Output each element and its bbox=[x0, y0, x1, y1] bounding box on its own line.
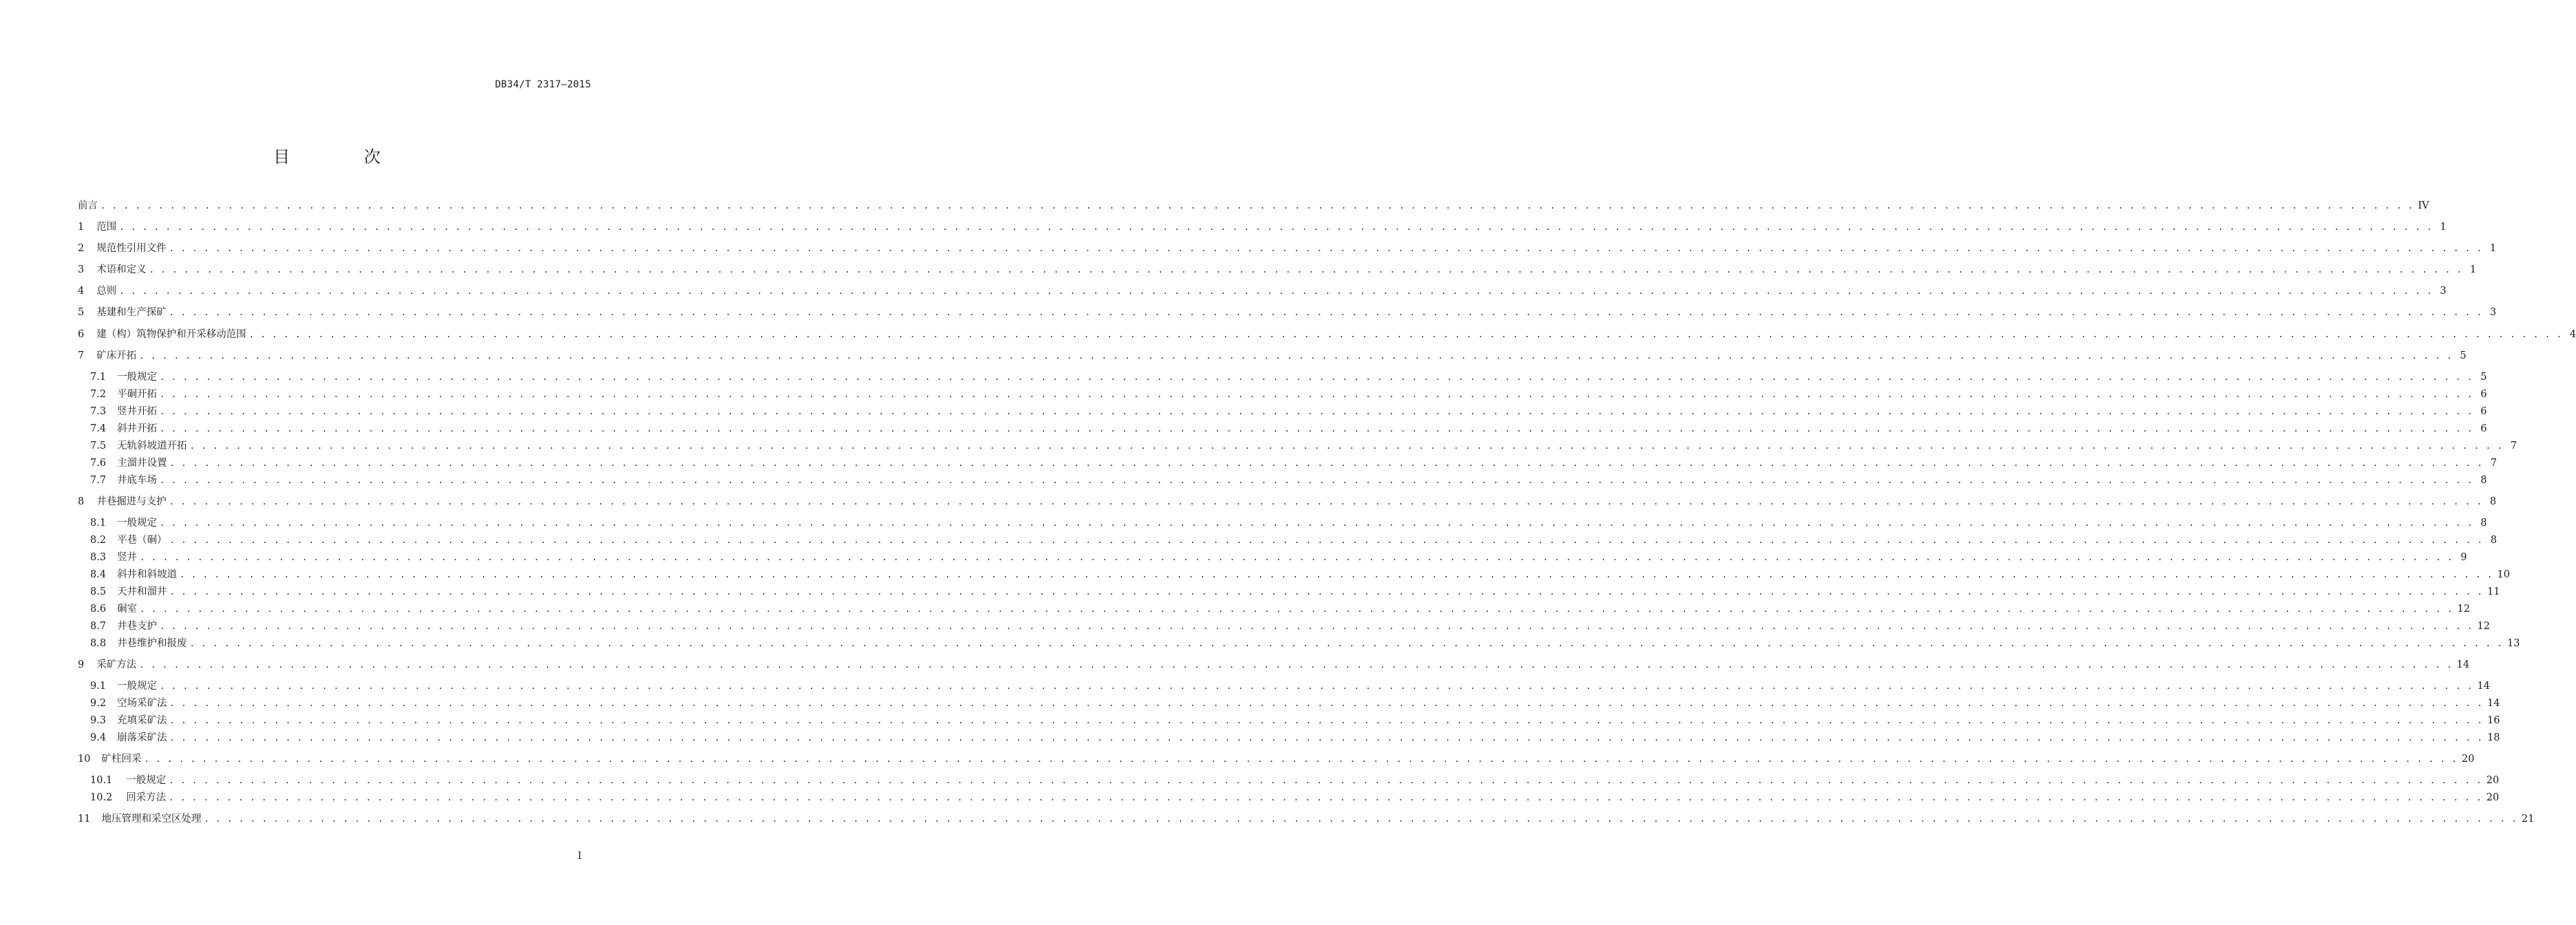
toc-subentry[interactable] bbox=[90, 790, 2500, 805]
toc-label: 竖井 bbox=[117, 552, 138, 563]
toc-entry[interactable] bbox=[78, 811, 2535, 827]
toc-number: 8.4 bbox=[90, 569, 107, 580]
toc-number: 7.7 bbox=[90, 475, 107, 486]
toc-page-number: 14 bbox=[2477, 681, 2490, 692]
toc-leader-dots: . . . . . . . . . . . . . . . . . . . . . . . . . . . . . . . . . . . . . . . . . . . . . . . . . . . . . . . . . . . . . . . . . . . . . . . . . . . . . . . . . . . . . . . . . . . . . . . . . . . . . . . . . . . . . . . . . . . . . . . . . . . . . . . . . . . . . . . . . . . . . . . . . . . . . . . . . . . . . . . . . . . . . . . . . . . . . . . . . . . . . . . . . . . . . . . . . . . . . . . . bbox=[100, 201, 2414, 211]
toc-label: 主溜井设置 bbox=[117, 458, 167, 469]
toc-page-number: 3 bbox=[2440, 286, 2447, 297]
toc-leader-dots: . . . . . . . . . . . . . . . . . . . . . . . . . . . . . . . . . . . . . . . . . . . . . . . . . . . . . . . . . . . . . . . . . . . . . . . . . . . . . . . . . . . . . . . . . . . . . . . . . . . . . . . . . . . . . . . . . . . . . . . . . . . . . . . . . . . . . . . . . . . . . . . . . . . . . . . . . . . . . . . . . . . . . . . . . . . . . . . . . . . . . . . . . . . . . . . . . . . . . . . . bbox=[160, 681, 2473, 691]
toc-page-number: 18 bbox=[2487, 732, 2500, 743]
toc-number: 4 bbox=[78, 286, 85, 297]
toc-leader-dots: . . . . . . . . . . . . . . . . . . . . . . . . . . . . . . . . . . . . . . . . . . . . . . . . . . . . . . . . . . . . . . . . . . . . . . . . . . . . . . . . . . . . . . . . . . . . . . . . . . . . . . . . . . . . . . . . . . . . . . . . . . . . . . . . . . . . . . . . . . . . . . . . . . . . . . . . . . . . . . . . . . . . . . . . . . . . . . . . . . . . . . . . . . . . . . . . . . . . . . . . bbox=[160, 518, 2473, 528]
toc-entry[interactable] bbox=[78, 198, 2429, 213]
toc-label: 范围 bbox=[96, 222, 117, 233]
toc-leader-dots: . . . . . . . . . . . . . . . . . . . . . . . . . . . . . . . . . . . . . . . . . . . . . . . . . . . . . . . . . . . . . . . . . . . . . . . . . . . . . . . . . . . . . . . . . . . . . . . . . . . . . . . . . . . . . . . . . . . . . . . . . . . . . . . . . . . . . . . . . . . . . . . . . . . . . . . . . . . . . . . . . . . . . . . . . . . . . . . . . . . . . . . . . . . . . . . . . . . . . . . . bbox=[119, 286, 2433, 296]
toc-page-number: 20 bbox=[2486, 792, 2500, 803]
toc-number: 10 bbox=[78, 754, 91, 765]
toc-number: 8.6 bbox=[90, 604, 107, 615]
toc-leader-dots: . . . . . . . . . . . . . . . . . . . . . . . . . . . . . . . . . . . . . . . . . . . . . . . . . . . . . . . . . . . . . . . . . . . . . . . . . . . . . . . . . . . . . . . . . . . . . . . . . . . . . . . . . . . . . . . . . . . . . . . . . . . . . . . . . . . . . . . . . . . . . . . . . . . . . . . . . . . . . . . . . . . . . . . . . . . . . . . . . . . . . . . . . . . . . . . . . . . . . . . . bbox=[169, 535, 2483, 545]
toc-page-number: 14 bbox=[2456, 659, 2470, 670]
toc-page-number: 8 bbox=[2480, 475, 2487, 486]
toc-page-number: 3 bbox=[2489, 307, 2497, 318]
toc-label: 平巷（硐） bbox=[117, 535, 167, 546]
toc-entry[interactable] bbox=[78, 241, 2497, 256]
toc-page-number: 7 bbox=[2510, 440, 2517, 451]
toc-number: 8.2 bbox=[90, 535, 107, 546]
toc-page-number: 4 bbox=[2569, 329, 2576, 340]
toc-leader-dots: . . . . . . . . . . . . . . . . . . . . . . . . . . . . . . . . . . . . . . . . . . . . . . . . . . . . . . . . . . . . . . . . . . . . . . . . . . . . . . . . . . . . . . . . . . . . . . . . . . . . . . . . . . . . . . . . . . . . . . . . . . . . . . . . . . . . . . . . . . . . . . . . . . . . . . . . . . . . . . . . . . . . . . . . . . . . . . . . . . . . . . . . . . . . . . . . . . . . . . . . bbox=[160, 424, 2473, 434]
toc-label: 斜井和斜坡道 bbox=[117, 569, 178, 580]
toc-label: 井巷维护和报废 bbox=[117, 638, 187, 649]
toc-leader-dots: . . . . . . . . . . . . . . . . . . . . . . . . . . . . . . . . . . . . . . . . . . . . . . . . . . . . . . . . . . . . . . . . . . . . . . . . . . . . . . . . . . . . . . . . . . . . . . . . . . . . . . . . . . . . . . . . . . . . . . . . . . . . . . . . . . . . . . . . . . . . . . . . . . . . . . . . . . . . . . . . . . . . . . . . . . . . . . . . . . . . . . . . . . . . . . . . . . . . . . . . bbox=[160, 407, 2473, 416]
toc-label: 硐室 bbox=[117, 604, 138, 615]
toc-label: 采矿方法 bbox=[96, 659, 137, 670]
toc-leader-dots: . . . . . . . . . . . . . . . . . . . . . . . . . . . . . . . . . . . . . . . . . . . . . . . . . . . . . . . . . . . . . . . . . . . . . . . . . . . . . . . . . . . . . . . . . . . . . . . . . . . . . . . . . . . . . . . . . . . . . . . . . . . . . . . . . . . . . . . . . . . . . . . . . . . . . . . . . . . . . . . . . . . . . . . . . . . . . . . . . . . . . . . . . . . . . . . . . . . . . . . . bbox=[169, 497, 2483, 507]
toc-subentry[interactable] bbox=[90, 602, 2470, 617]
toc-leader-dots: . . . . . . . . . . . . . . . . . . . . . . . . . . . . . . . . . . . . . . . . . . . . . . . . . . . . . . . . . . . . . . . . . . . . . . . . . . . . . . . . . . . . . . . . . . . . . . . . . . . . . . . . . . . . . . . . . . . . . . . . . . . . . . . . . . . . . . . . . . . . . . . . . . . . . . . . . . . . . . . . . . . . . . . . . . . . . . . . . . . . . . . . . . . . . . . . . . . . . . . . bbox=[149, 265, 2463, 275]
toc-page-number: IV bbox=[2418, 200, 2429, 211]
toc-page-number: 10 bbox=[2497, 569, 2510, 580]
toc-number: 7.2 bbox=[90, 389, 107, 400]
toc-page-number: 11 bbox=[2487, 586, 2500, 597]
toc-subentry[interactable] bbox=[90, 438, 2517, 454]
toc-leader-dots: . . . . . . . . . . . . . . . . . . . . . . . . . . . . . . . . . . . . . . . . . . . . . . . . . . . . . . . . . . . . . . . . . . . . . . . . . . . . . . . . . . . . . . . . . . . . . . . . . . . . . . . . . . . . . . . . . . . . . . . . . . . . . . . . . . . . . . . . . . . . . . . . . . . . . . . . . . . . . . . . . . . . . . . . . . . . . . . . . . . . . . . . . . . . . . . . . . . . . . . . bbox=[169, 587, 2483, 597]
toc-label: 地压管理和采空区处理 bbox=[101, 814, 202, 825]
toc-page-number: 5 bbox=[2480, 372, 2487, 383]
toc-leader-dots: . . . . . . . . . . . . . . . . . . . . . . . . . . . . . . . . . . . . . . . . . . . . . . . . . . . . . . . . . . . . . . . . . . . . . . . . . . . . . . . . . . . . . . . . . . . . . . . . . . . . . . . . . . . . . . . . . . . . . . . . . . . . . . . . . . . . . . . . . . . . . . . . . . . . . . . . . . . . . . . . . . . . . . . . . . . . . . . . . . . . . . . . . . . . . . . . . . . . . . . . bbox=[189, 441, 2503, 451]
toc-subentry[interactable] bbox=[90, 584, 2500, 599]
toc-number: 1 bbox=[78, 222, 85, 233]
toc-label: 规范性引用文件 bbox=[96, 243, 167, 254]
toc-leader-dots: . . . . . . . . . . . . . . . . . . . . . . . . . . . . . . . . . . . . . . . . . . . . . . . . . . . . . . . . . . . . . . . . . . . . . . . . . . . . . . . . . . . . . . . . . . . . . . . . . . . . . . . . . . . . . . . . . . . . . . . . . . . . . . . . . . . . . . . . . . . . . . . . . . . . . . . . . . . . . . . . . . . . . . . . . . . . . . . . . . . . . . . . . . . . . . . . . . . . . . . . bbox=[140, 553, 2453, 562]
toc-number: 8.8 bbox=[90, 638, 107, 649]
toc-leader-dots: . . . . . . . . . . . . . . . . . . . . . . . . . . . . . . . . . . . . . . . . . . . . . . . . . . . . . . . . . . . . . . . . . . . . . . . . . . . . . . . . . . . . . . . . . . . . . . . . . . . . . . . . . . . . . . . . . . . . . . . . . . . . . . . . . . . . . . . . . . . . . . . . . . . . . . . . . . . . . . . . . . . . . . . . . . . . . . . . . . . . . . . . . . . . . . . . . . . . . . . . bbox=[180, 570, 2493, 580]
toc-number: 5 bbox=[78, 307, 85, 318]
toc-label: 井巷支护 bbox=[117, 621, 158, 632]
toc-leader-dots: . . . . . . . . . . . . . . . . . . . . . . . . . . . . . . . . . . . . . . . . . . . . . . . . . . . . . . . . . . . . . . . . . . . . . . . . . . . . . . . . . . . . . . . . . . . . . . . . . . . . . . . . . . . . . . . . . . . . . . . . . . . . . . . . . . . . . . . . . . . . . . . . . . . . . . . . . . . . . . . . . . . . . . . . . . . . . . . . . . . . . . . . . . . . . . . . . . . . . . . . bbox=[169, 733, 2483, 743]
toc-label: 崩落采矿法 bbox=[117, 732, 167, 743]
toc-number: 9 bbox=[78, 659, 85, 670]
toc-label: 基建和生产探矿 bbox=[96, 307, 167, 318]
toc-subentry[interactable] bbox=[90, 404, 2487, 419]
toc-number: 6 bbox=[78, 329, 85, 340]
toc-page-number: 12 bbox=[2477, 621, 2490, 632]
toc-subentry[interactable] bbox=[90, 515, 2487, 531]
toc-number: 9.2 bbox=[90, 698, 107, 709]
toc-entry[interactable] bbox=[78, 657, 2470, 672]
toc-label: 平硐开拓 bbox=[117, 389, 158, 400]
toc-leader-dots: . . . . . . . . . . . . . . . . . . . . . . . . . . . . . . . . . . . . . . . . . . . . . . . . . . . . . . . . . . . . . . . . . . . . . . . . . . . . . . . . . . . . . . . . . . . . . . . . . . . . . . . . . . . . . . . . . . . . . . . . . . . . . . . . . . . . . . . . . . . . . . . . . . . . . . . . . . . . . . . . . . . . . . . . . . . . . . . . . . . . . . . . . . . . . . . . . . . . . . . . bbox=[248, 330, 2563, 339]
toc-page-number: 6 bbox=[2480, 389, 2487, 400]
toc-page-number: 20 bbox=[2461, 754, 2475, 765]
toc-leader-dots: . . . . . . . . . . . . . . . . . . . . . . . . . . . . . . . . . . . . . . . . . . . . . . . . . . . . . . . . . . . . . . . . . . . . . . . . . . . . . . . . . . . . . . . . . . . . . . . . . . . . . . . . . . . . . . . . . . . . . . . . . . . . . . . . . . . . . . . . . . . . . . . . . . . . . . . . . . . . . . . . . . . . . . . . . . . . . . . . . . . . . . . . . . . . . . . . . . . . . . . . bbox=[139, 660, 2453, 670]
toc-number: 7.6 bbox=[90, 458, 107, 469]
toc-page-number: 16 bbox=[2487, 715, 2500, 726]
toc-number: 7.3 bbox=[90, 406, 107, 417]
toc-page-number: 9 bbox=[2460, 552, 2467, 563]
toc-leader-dots: . . . . . . . . . . . . . . . . . . . . . . . . . . . . . . . . . . . . . . . . . . . . . . . . . . . . . . . . . . . . . . . . . . . . . . . . . . . . . . . . . . . . . . . . . . . . . . . . . . . . . . . . . . . . . . . . . . . . . . . . . . . . . . . . . . . . . . . . . . . . . . . . . . . . . . . . . . . . . . . . . . . . . . . . . . . . . . . . . . . . . . . . . . . . . . . . . . . . . . . . bbox=[169, 793, 2482, 802]
toc-leader-dots: . . . . . . . . . . . . . . . . . . . . . . . . . . . . . . . . . . . . . . . . . . . . . . . . . . . . . . . . . . . . . . . . . . . . . . . . . . . . . . . . . . . . . . . . . . . . . . . . . . . . . . . . . . . . . . . . . . . . . . . . . . . . . . . . . . . . . . . . . . . . . . . . . . . . . . . . . . . . . . . . . . . . . . . . . . . . . . . . . . . . . . . . . . . . . . . . . . . . . . . . bbox=[204, 814, 2518, 824]
toc-leader-dots: . . . . . . . . . . . . . . . . . . . . . . . . . . . . . . . . . . . . . . . . . . . . . . . . . . . . . . . . . . . . . . . . . . . . . . . . . . . . . . . . . . . . . . . . . . . . . . . . . . . . . . . . . . . . . . . . . . . . . . . . . . . . . . . . . . . . . . . . . . . . . . . . . . . . . . . . . . . . . . . . . . . . . . . . . . . . . . . . . . . . . . . . . . . . . . . . . . . . . . . . bbox=[160, 390, 2473, 399]
toc-number: 9.4 bbox=[90, 732, 107, 743]
toc-number: 8.5 bbox=[90, 586, 107, 597]
toc-entry[interactable] bbox=[78, 494, 2497, 509]
toc-number: 8.1 bbox=[90, 518, 107, 529]
toc-subentry[interactable] bbox=[90, 730, 2500, 745]
toc-subentry[interactable] bbox=[90, 533, 2497, 548]
toc-leader-dots: . . . . . . . . . . . . . . . . . . . . . . . . . . . . . . . . . . . . . . . . . . . . . . . . . . . . . . . . . . . . . . . . . . . . . . . . . . . . . . . . . . . . . . . . . . . . . . . . . . . . . . . . . . . . . . . . . . . . . . . . . . . . . . . . . . . . . . . . . . . . . . . . . . . . . . . . . . . . . . . . . . . . . . . . . . . . . . . . . . . . . . . . . . . . . . . . . . . . . . . . bbox=[160, 372, 2473, 382]
toc-entry[interactable] bbox=[78, 284, 2447, 299]
toc-number: 7.5 bbox=[90, 440, 107, 451]
toc-leader-dots: . . . . . . . . . . . . . . . . . . . . . . . . . . . . . . . . . . . . . . . . . . . . . . . . . . . . . . . . . . . . . . . . . . . . . . . . . . . . . . . . . . . . . . . . . . . . . . . . . . . . . . . . . . . . . . . . . . . . . . . . . . . . . . . . . . . . . . . . . . . . . . . . . . . . . . . . . . . . . . . . . . . . . . . . . . . . . . . . . . . . . . . . . . . . . . . . . . . . . . . . bbox=[140, 604, 2453, 614]
toc-page-number: 7 bbox=[2490, 458, 2497, 469]
toc-number: 8 bbox=[78, 496, 85, 507]
toc-page-number: 1 bbox=[2469, 264, 2477, 275]
toc-number: 9.3 bbox=[90, 715, 107, 726]
toc-label: 天井和溜井 bbox=[117, 586, 167, 597]
toc-label: 总则 bbox=[96, 286, 117, 297]
toc-label: 斜井开拓 bbox=[117, 423, 158, 434]
toc-leader-dots: . . . . . . . . . . . . . . . . . . . . . . . . . . . . . . . . . . . . . . . . . . . . . . . . . . . . . . . . . . . . . . . . . . . . . . . . . . . . . . . . . . . . . . . . . . . . . . . . . . . . . . . . . . . . . . . . . . . . . . . . . . . . . . . . . . . . . . . . . . . . . . . . . . . . . . . . . . . . . . . . . . . . . . . . . . . . . . . . . . . . . . . . . . . . . . . . . . . . . . . . bbox=[160, 476, 2473, 485]
toc-leader-dots: . . . . . . . . . . . . . . . . . . . . . . . . . . . . . . . . . . . . . . . . . . . . . . . . . . . . . . . . . . . . . . . . . . . . . . . . . . . . . . . . . . . . . . . . . . . . . . . . . . . . . . . . . . . . . . . . . . . . . . . . . . . . . . . . . . . . . . . . . . . . . . . . . . . . . . . . . . . . . . . . . . . . . . . . . . . . . . . . . . . . . . . . . . . . . . . . . . . . . . . . bbox=[139, 351, 2453, 361]
toc-number: 7.1 bbox=[90, 372, 107, 383]
toc-subentry[interactable] bbox=[90, 636, 2520, 651]
toc-number: 10.1 bbox=[90, 775, 113, 786]
toc-subentry[interactable] bbox=[90, 619, 2490, 634]
toc-subentry[interactable] bbox=[90, 370, 2487, 385]
toc-page-number: 6 bbox=[2480, 406, 2487, 417]
toc-page-number: 1 bbox=[2489, 243, 2497, 254]
toc-page-number: 8 bbox=[2480, 518, 2487, 529]
toc-label: 术语和定义 bbox=[96, 264, 147, 275]
toc-subentry[interactable] bbox=[90, 679, 2490, 694]
toc-number: 3 bbox=[78, 264, 85, 275]
toc-leader-dots: . . . . . . . . . . . . . . . . . . . . . . . . . . . . . . . . . . . . . . . . . . . . . . . . . . . . . . . . . . . . . . . . . . . . . . . . . . . . . . . . . . . . . . . . . . . . . . . . . . . . . . . . . . . . . . . . . . . . . . . . . . . . . . . . . . . . . . . . . . . . . . . . . . . . . . . . . . . . . . . . . . . . . . . . . . . . . . . . . . . . . . . . . . . . . . . . . . . . . . . . bbox=[189, 639, 2503, 648]
toc-number: 10.2 bbox=[90, 792, 113, 803]
toc-entry[interactable] bbox=[78, 752, 2475, 767]
toc-leader-dots: . . . . . . . . . . . . . . . . . . . . . . . . . . . . . . . . . . . . . . . . . . . . . . . . . . . . . . . . . . . . . . . . . . . . . . . . . . . . . . . . . . . . . . . . . . . . . . . . . . . . . . . . . . . . . . . . . . . . . . . . . . . . . . . . . . . . . . . . . . . . . . . . . . . . . . . . . . . . . . . . . . . . . . . . . . . . . . . . . . . . . . . . . . . . . . . . . . . . . . . . bbox=[169, 699, 2483, 708]
toc-number: 2 bbox=[78, 243, 85, 254]
toc-leader-dots: . . . . . . . . . . . . . . . . . . . . . . . . . . . . . . . . . . . . . . . . . . . . . . . . . . . . . . . . . . . . . . . . . . . . . . . . . . . . . . . . . . . . . . . . . . . . . . . . . . . . . . . . . . . . . . . . . . . . . . . . . . . . . . . . . . . . . . . . . . . . . . . . . . . . . . . . . . . . . . . . . . . . . . . . . . . . . . . . . . . . . . . . . . . . . . . . . . . . . . . . bbox=[169, 716, 2483, 725]
toc-subentry[interactable] bbox=[90, 696, 2500, 711]
toc-number: 8.7 bbox=[90, 621, 107, 632]
toc-entry[interactable] bbox=[78, 262, 2477, 277]
toc-entry[interactable] bbox=[78, 220, 2447, 235]
toc-number: 9.1 bbox=[90, 681, 107, 692]
toc-subentry[interactable] bbox=[90, 456, 2497, 471]
page-number: I bbox=[577, 851, 582, 862]
toc-label: 前言 bbox=[78, 200, 98, 211]
toc-page-number: 13 bbox=[2506, 638, 2520, 649]
toc-page-number: 8 bbox=[2489, 496, 2497, 507]
toc-subentry[interactable] bbox=[90, 773, 2500, 788]
toc-label: 矿柱回采 bbox=[101, 754, 142, 765]
toc-page-number: 14 bbox=[2487, 698, 2500, 709]
toc-entry[interactable] bbox=[78, 327, 2576, 342]
toc-subentry[interactable] bbox=[90, 473, 2487, 488]
toc-number: 7 bbox=[78, 350, 85, 361]
toc-leader-dots: . . . . . . . . . . . . . . . . . . . . . . . . . . . . . . . . . . . . . . . . . . . . . . . . . . . . . . . . . . . . . . . . . . . . . . . . . . . . . . . . . . . . . . . . . . . . . . . . . . . . . . . . . . . . . . . . . . . . . . . . . . . . . . . . . . . . . . . . . . . . . . . . . . . . . . . . . . . . . . . . . . . . . . . . . . . . . . . . . . . . . . . . . . . . . . . . . . . . . . . . bbox=[119, 222, 2433, 232]
toc-page-number: 5 bbox=[2460, 350, 2467, 361]
toc-label: 回采方法 bbox=[126, 792, 167, 803]
toc-number: 7.4 bbox=[90, 423, 107, 434]
toc-leader-dots: . . . . . . . . . . . . . . . . . . . . . . . . . . . . . . . . . . . . . . . . . . . . . . . . . . . . . . . . . . . . . . . . . . . . . . . . . . . . . . . . . . . . . . . . . . . . . . . . . . . . . . . . . . . . . . . . . . . . . . . . . . . . . . . . . . . . . . . . . . . . . . . . . . . . . . . . . . . . . . . . . . . . . . . . . . . . . . . . . . . . . . . . . . . . . . . . . . . . . . . . bbox=[144, 754, 2458, 764]
toc-label: 建（构）筑物保护和开采移动范围 bbox=[96, 329, 246, 340]
toc-label: 充填采矿法 bbox=[117, 715, 167, 726]
toc-label: 竖井开拓 bbox=[117, 406, 158, 417]
toc-label: 矿床开拓 bbox=[96, 350, 137, 361]
toc-number: 8.3 bbox=[90, 552, 107, 563]
toc-label: 一般规定 bbox=[117, 518, 158, 529]
toc-label: 无轨斜坡道开拓 bbox=[117, 440, 187, 451]
toc-entry[interactable] bbox=[78, 348, 2467, 363]
toc-leader-dots: . . . . . . . . . . . . . . . . . . . . . . . . . . . . . . . . . . . . . . . . . . . . . . . . . . . . . . . . . . . . . . . . . . . . . . . . . . . . . . . . . . . . . . . . . . . . . . . . . . . . . . . . . . . . . . . . . . . . . . . . . . . . . . . . . . . . . . . . . . . . . . . . . . . . . . . . . . . . . . . . . . . . . . . . . . . . . . . . . . . . . . . . . . . . . . . . . . . . . . . . bbox=[169, 308, 2483, 317]
document-code: DB34/T 2317—2015 bbox=[495, 79, 591, 90]
toc-entry[interactable] bbox=[78, 305, 2497, 320]
toc-subentry[interactable] bbox=[90, 550, 2467, 565]
toc-page-number: 8 bbox=[2490, 535, 2497, 546]
toc-subentry[interactable] bbox=[90, 713, 2500, 728]
toc-number: 11 bbox=[78, 814, 91, 825]
toc-page-number: 21 bbox=[2521, 814, 2535, 825]
toc-leader-dots: . . . . . . . . . . . . . . . . . . . . . . . . . . . . . . . . . . . . . . . . . . . . . . . . . . . . . . . . . . . . . . . . . . . . . . . . . . . . . . . . . . . . . . . . . . . . . . . . . . . . . . . . . . . . . . . . . . . . . . . . . . . . . . . . . . . . . . . . . . . . . . . . . . . . . . . . . . . . . . . . . . . . . . . . . . . . . . . . . . . . . . . . . . . . . . . . . . . . . . . . bbox=[169, 776, 2482, 785]
toc-label: 空场采矿法 bbox=[117, 698, 167, 709]
toc-page-number: 6 bbox=[2480, 423, 2487, 434]
toc-label: 一般规定 bbox=[117, 372, 158, 383]
toc-leader-dots: . . . . . . . . . . . . . . . . . . . . . . . . . . . . . . . . . . . . . . . . . . . . . . . . . . . . . . . . . . . . . . . . . . . . . . . . . . . . . . . . . . . . . . . . . . . . . . . . . . . . . . . . . . . . . . . . . . . . . . . . . . . . . . . . . . . . . . . . . . . . . . . . . . . . . . . . . . . . . . . . . . . . . . . . . . . . . . . . . . . . . . . . . . . . . . . . . . . . . . . . bbox=[169, 244, 2483, 253]
toc-label: 井底车场 bbox=[117, 475, 158, 486]
toc-label: 井巷掘进与支护 bbox=[96, 496, 167, 507]
toc-page-number: 12 bbox=[2457, 604, 2470, 615]
toc-page-number: 20 bbox=[2486, 775, 2500, 786]
toc-leader-dots: . . . . . . . . . . . . . . . . . . . . . . . . . . . . . . . . . . . . . . . . . . . . . . . . . . . . . . . . . . . . . . . . . . . . . . . . . . . . . . . . . . . . . . . . . . . . . . . . . . . . . . . . . . . . . . . . . . . . . . . . . . . . . . . . . . . . . . . . . . . . . . . . . . . . . . . . . . . . . . . . . . . . . . . . . . . . . . . . . . . . . . . . . . . . . . . . . . . . . . . . bbox=[160, 621, 2473, 631]
toc-subentry[interactable] bbox=[90, 387, 2487, 402]
toc-label: 一般规定 bbox=[117, 681, 158, 692]
toc-label: 一般规定 bbox=[126, 775, 167, 786]
toc-subentry[interactable] bbox=[90, 421, 2487, 436]
toc-page-number: 1 bbox=[2440, 222, 2447, 233]
toc-subentry[interactable] bbox=[90, 567, 2510, 582]
page-title: 目 次 bbox=[273, 147, 415, 167]
toc-leader-dots: . . . . . . . . . . . . . . . . . . . . . . . . . . . . . . . . . . . . . . . . . . . . . . . . . . . . . . . . . . . . . . . . . . . . . . . . . . . . . . . . . . . . . . . . . . . . . . . . . . . . . . . . . . . . . . . . . . . . . . . . . . . . . . . . . . . . . . . . . . . . . . . . . . . . . . . . . . . . . . . . . . . . . . . . . . . . . . . . . . . . . . . . . . . . . . . . . . . . . . . . bbox=[169, 458, 2483, 468]
